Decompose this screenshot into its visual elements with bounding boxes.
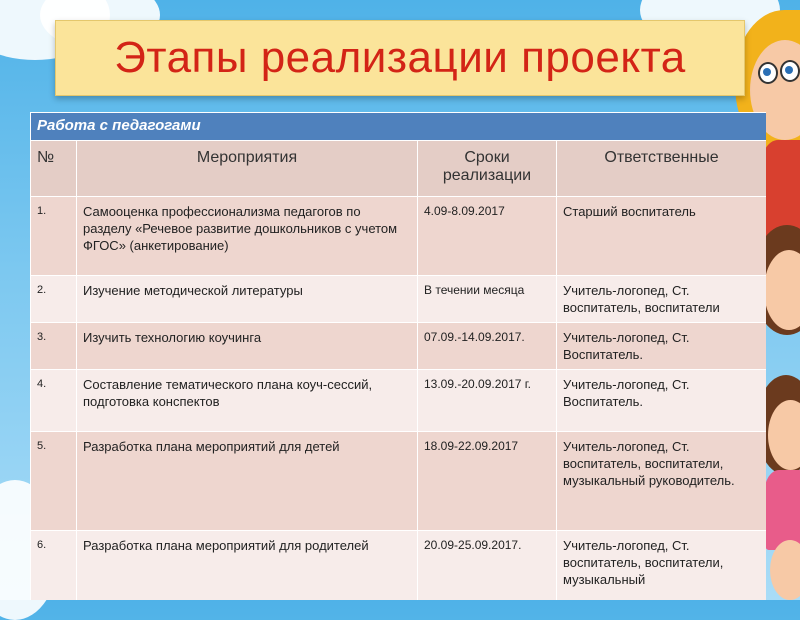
table-row (31, 370, 767, 432)
row-responsible: Учитель-логопед, Ст. Воспитатель. (557, 323, 767, 370)
table-row (31, 197, 767, 276)
section-title: Работа с педагогами (31, 113, 767, 141)
row-event: Разработка плана мероприятий для родителей (77, 531, 418, 601)
page-title: Этапы реализации проекта (114, 33, 686, 82)
row-number: 5. (31, 432, 77, 531)
table-row (31, 531, 767, 601)
row-number: 3. (31, 323, 77, 370)
table-row (31, 276, 767, 323)
section-header-row (31, 113, 767, 141)
row-event: Составление тематического плана коуч-сессий, подготовка конспектов (77, 370, 418, 432)
column-header-responsible: Ответственные (557, 141, 767, 197)
row-date: 20.09-25.09.2017. (418, 531, 557, 601)
row-responsible: Старший воспитатель (557, 197, 767, 276)
row-event: Изучить технологию коучинга (77, 323, 418, 370)
row-event: Разработка плана мероприятий для детей (77, 432, 418, 531)
row-date: 07.09.-14.09.2017. (418, 323, 557, 370)
plan-table-container (30, 112, 766, 600)
table-row (31, 432, 767, 531)
column-header-date: Сроки реализации (418, 141, 557, 197)
row-responsible: Учитель-логопед, Ст. воспитатель, воспитатели, музыкальный руководитель. (557, 432, 767, 531)
row-number: 2. (31, 276, 77, 323)
row-number: 6. (31, 531, 77, 601)
row-number: 4. (31, 370, 77, 432)
row-date: В течении месяца (418, 276, 557, 323)
title-banner (55, 20, 745, 96)
column-header-row (31, 141, 767, 197)
table-row (31, 323, 767, 370)
row-responsible: Учитель-логопед, Ст. Воспитатель. (557, 370, 767, 432)
row-date: 18.09-22.09.2017 (418, 432, 557, 531)
row-number: 1. (31, 197, 77, 276)
row-date: 13.09.-20.09.2017 г. (418, 370, 557, 432)
row-responsible: Учитель-логопед, Ст. воспитатель, воспитатели (557, 276, 767, 323)
row-event: Изучение методической литературы (77, 276, 418, 323)
row-date: 4.09-8.09.2017 (418, 197, 557, 276)
row-event: Самооценка профессионализма педагогов по разделу «Речевое развитие дошкольников с учетом ФГОС» (анкетирование) (77, 197, 418, 276)
column-header-event: Мероприятия (77, 141, 418, 197)
column-header-number: № (31, 141, 77, 197)
row-responsible: Учитель-логопед, Ст. воспитатель, воспитатели, музыкальный (557, 531, 767, 601)
plan-table (30, 112, 766, 600)
